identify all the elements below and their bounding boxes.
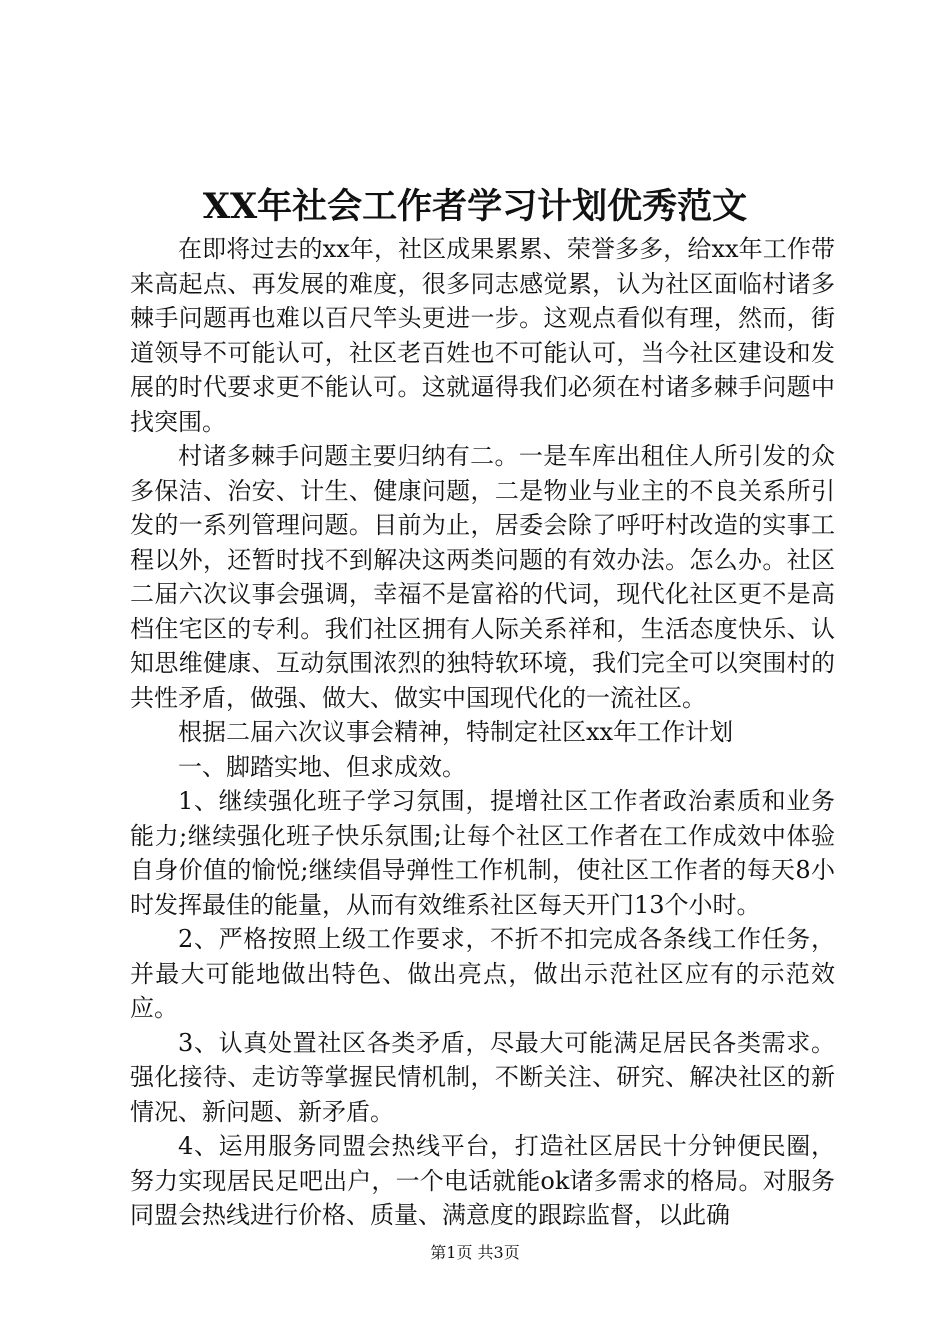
paragraph-intro: 在即将过去的xx年，社区成果累累、荣誉多多，给xx年工作带来高起点、再发展的难度，很多同志感觉累，认为社区面临村诸多棘手问题再也难以百尺竿头更进一步。这观点看似有理，然而，街道领导不可能认可，社区老百姓也不可能认可，当今社区建设和发展的时代要求更不能认可。这就逼得我们必须在村诸多棘手问题中找突围。	[130, 235, 835, 436]
paragraph-plan-basis: 根据二届六次议事会精神，特制定社区xx年工作计划	[178, 718, 734, 746]
list-item-2: 2、严格按照上级工作要求，不折不扣完成各条线工作任务，并最大可能地做出特色、做出亮点，做出示范社区应有的示范效应。	[130, 925, 835, 1022]
list-item-1: 1、继续强化班子学习氛围，提增社区工作者政治素质和业务能力;继续强化班子快乐氛围;让每个社区工作者在工作成效中体验自身价值的愉悦;继续倡导弹性工作机制，使社区工作者的每天8小时发挥最佳的能量，从而有效维系社区每天开门13个小时。	[130, 787, 835, 919]
document-title: XX年社会工作者学习计划优秀范文	[202, 186, 748, 227]
list-item-4: 4、运用服务同盟会热线平台，打造社区居民十分钟便民圈，努力实现居民足吧出户，一个电话就能ok诸多需求的格局。对服务同盟会热线进行价格、质量、满意度的跟踪监督，以此确	[130, 1132, 835, 1229]
page-number-footer: 第1页 共3页	[430, 1243, 520, 1262]
document-body	[130, 232, 835, 1233]
paragraph-problems: 村诸多棘手问题主要归纳有二。一是车库出租住人所引发的众多保洁、治安、计生、健康问题，二是物业与业主的不良关系所引发的一系列管理问题。目前为止，居委会除了呼吁村改造的实事工程以外，还暂时找不到解决这两类问题的有效办法。怎么办。社区二届六次议事会强调，幸福不是富裕的代词，现代化社区更不是高档住宅区的专利。我们社区拥有人际关系祥和，生活态度快乐、认知思维健康、互动氛围浓烈的独特软环境，我们完全可以突围村的共性矛盾，做强、做大、做实中国现代化的一流社区。	[130, 442, 835, 712]
list-item-3: 3、认真处置社区各类矛盾，尽最大可能满足居民各类需求。强化接待、走访等掌握民情机制，不断关注、研究、解决社区的新情况、新问题、新矛盾。	[130, 1028, 835, 1126]
section-heading-1: 一、脚踏实地、但求成效。	[178, 752, 466, 781]
